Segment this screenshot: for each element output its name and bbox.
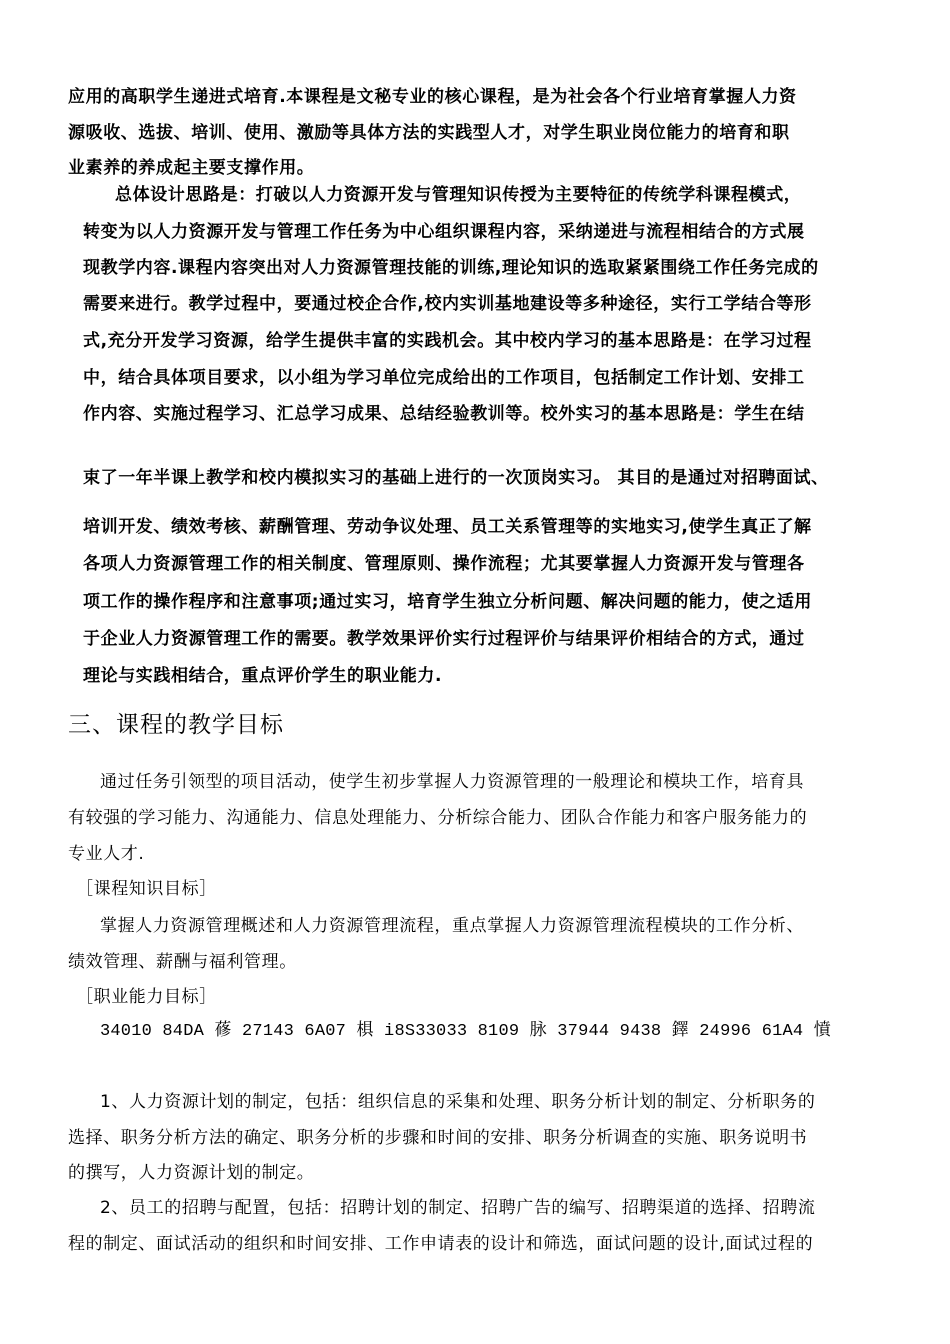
- text-line: 理论与实践相结合，重点评价学生的职业能力.: [83, 666, 443, 686]
- text-line: 各项人力资源管理工作的相关制度、管理原则、操作流程；尤其要掌握人力资源开发与管理各: [83, 554, 805, 574]
- section-heading: 三、课程的教学目标: [68, 712, 284, 738]
- text-line: 中，结合具体项目要求，以小组为学习单位完成给出的工作项目，包括制定工作计划、安排工: [83, 368, 805, 388]
- text-line: 源吸收、选拔、培训、使用、激励等具体方法的实践型人才，对学生职业岗位能力的培育和职: [68, 123, 790, 143]
- text-line: 程的制定、面试活动的组织和时间安排、工作申请表的设计和筛选，面试问题的设计,面试过程的: [68, 1234, 814, 1254]
- text-line: 式,充分开发学习资源，给学生提供丰富的实践机会。其中校内学习的基本思路是：在学习过程: [83, 331, 812, 351]
- code-line: 34010 84DA 蓚 27143 6A07 椇 i8S33033 8109 脉 37944 9438 鐸 24996 61A4 憤: [100, 1022, 831, 1041]
- text-line: 专业人才.: [68, 844, 145, 864]
- text-line: 项工作的操作程序和注意事项;通过实习，培育学生独立分析问题、解决问题的能力，使之适用: [83, 592, 812, 612]
- text-line: 需要来进行。教学过程中，要通过校企合作,校内实训基地建设等多种途径，实行工学结合等形: [83, 294, 812, 314]
- text-line: 业素养的养成起主要支撑作用。: [68, 158, 315, 178]
- ability-goal-label: ［职业能力目标］: [76, 987, 217, 1007]
- text-line: 总体设计思路是：打破以人力资源开发与管理知识传授为主要特征的传统学科课程模式，: [115, 185, 802, 205]
- text-line: 有较强的学习能力、沟通能力、信息处理能力、分析综合能力、团队合作能力和客户服务能力的: [68, 808, 808, 828]
- text-line: 的撰写，人力资源计划的制定。: [68, 1163, 315, 1183]
- text-line: 掌握人力资源管理概述和人力资源管理流程，重点掌握人力资源管理流程模块的工作分析、: [100, 916, 804, 936]
- text-line: 1、人力资源计划的制定，包括：组织信息的采集和处理、职务分析计划的制定、分析职务的: [100, 1092, 816, 1112]
- text-line: 绩效管理、薪酬与福利管理。: [68, 952, 297, 972]
- text-line: 转变为以人力资源开发与管理工作任务为中心组织课程内容，采纳递进与流程相结合的方式展: [83, 222, 805, 242]
- text-line: 应用的高职学生递进式培育.本课程是文秘专业的核心课程，是为社会各个行业培育掌握人力资: [68, 87, 797, 107]
- text-line: 2、员工的招聘与配置，包括：招聘计划的制定、招聘广告的编写、招聘渠道的选择、招聘流: [100, 1198, 816, 1218]
- text-line: 通过任务引领型的项目活动，使学生初步掌握人力资源管理的一般理论和模块工作，培育具: [100, 772, 804, 792]
- text-line: 束了一年半课上教学和校内模拟实习的基础上进行的一次顶岗实习。 其目的是通过对招聘面试、: [83, 468, 829, 488]
- text-line: 培训开发、绩效考核、薪酬管理、劳动争议处理、员工关系管理等的实地实习,使学生真正了解: [83, 517, 812, 537]
- knowledge-goal-label: ［课程知识目标］: [76, 879, 217, 899]
- text-line: 作内容、实施过程学习、汇总学习成果、总结经验教训等。校外实习的基本思路是：学生在结: [83, 404, 805, 424]
- text-line: 现教学内容.课程内容突出对人力资源管理技能的训练,理论知识的选取紧紧围绕工作任务完成的: [83, 258, 819, 278]
- text-line: 于企业人力资源管理工作的需要。教学效果评价实行过程评价与结果评价相结合的方式，通过: [83, 629, 805, 649]
- text-line: 选择、职务分析方法的确定、职务分析的步骤和时间的安排、职务分析调查的实施、职务说明书: [68, 1128, 808, 1148]
